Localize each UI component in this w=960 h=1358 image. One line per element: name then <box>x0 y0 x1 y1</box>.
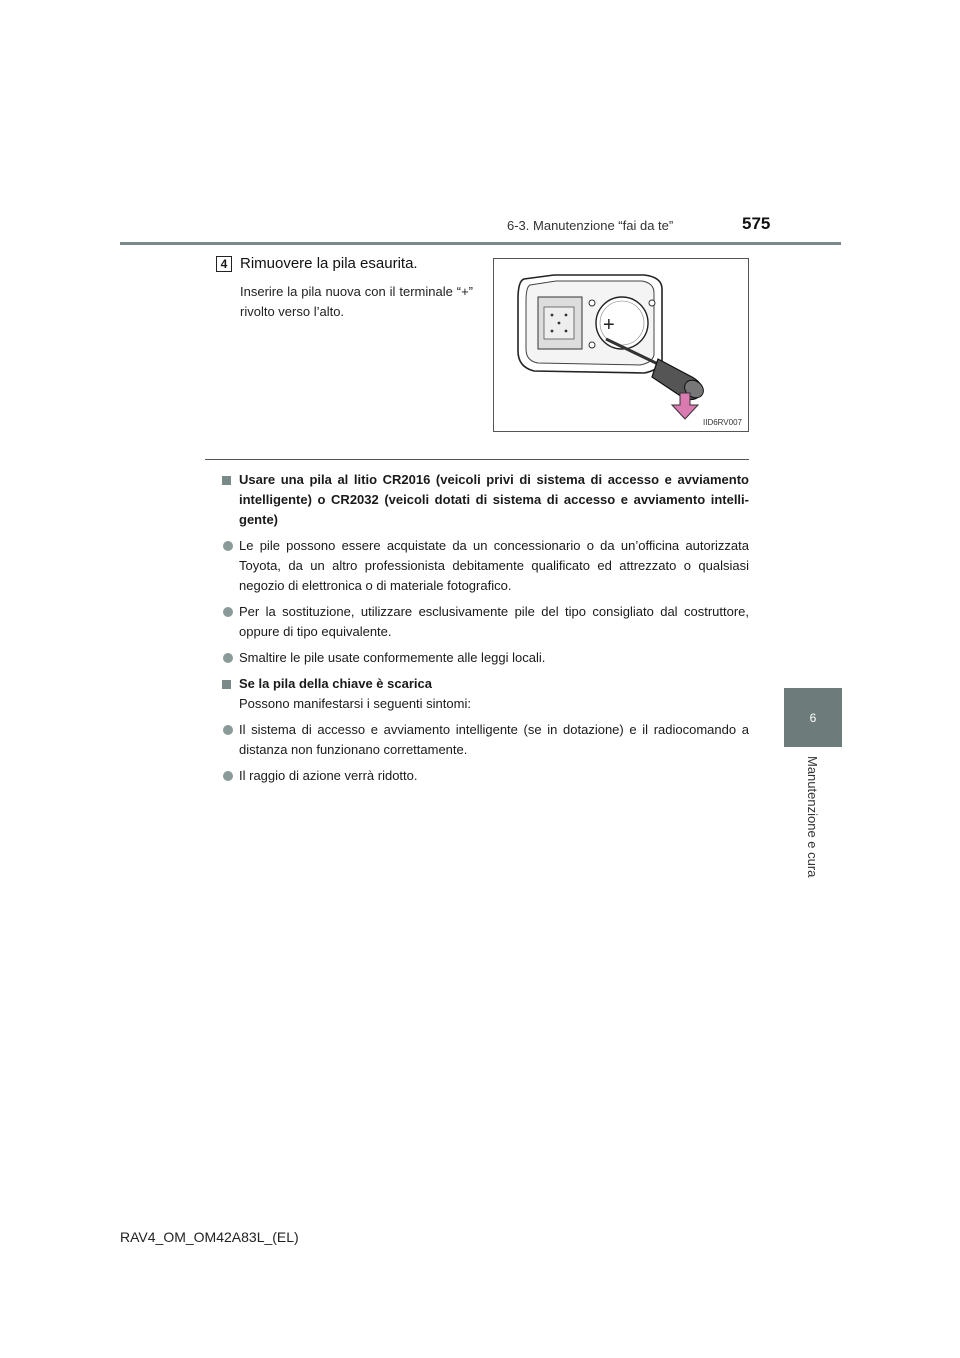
section-intro: Possono manifestarsi i seguenti sintomi: <box>239 696 471 711</box>
figure-code: IID6RV007 <box>703 418 742 427</box>
battery-removal-figure <box>493 258 749 432</box>
section-heading: Se la pila della chiave è scarica <box>222 674 749 694</box>
chapter-label: Manutenzione e cura <box>805 756 820 878</box>
notes-content <box>222 470 749 786</box>
header-divider <box>120 242 841 245</box>
square-bullet-icon <box>222 680 231 689</box>
round-bullet-icon <box>223 653 233 663</box>
key-battery-illustration <box>494 259 748 431</box>
chapter-number: 6 <box>809 710 817 725</box>
section-divider <box>205 459 749 460</box>
round-bullet-icon <box>223 541 233 551</box>
chapter-tab <box>784 688 842 747</box>
square-bullet-icon <box>222 476 231 485</box>
round-bullet-icon <box>223 725 233 735</box>
round-bullet-icon <box>223 771 233 781</box>
section-heading: Usare una pila al litio CR2016 (veicoli privi di sistema di accesso e avviamento intelligente) o CR2032 (veicoli dotati di sistema di accesso e avviamento intelli-gente) <box>222 470 749 530</box>
step-description: Inserire la pila nuova con il terminale “+” rivolto verso l’alto. <box>240 284 473 319</box>
battery-plus-symbol: + <box>603 314 615 336</box>
list-item: Il sistema di accesso e avviamento intelligente (se in dotazione) e il radiocomando a distanza non funzionano correttamente. <box>222 720 749 760</box>
header-section-title: 6-3. Manutenzione “fai da te” <box>507 218 674 233</box>
page-number: 575 <box>742 214 771 233</box>
round-bullet-icon <box>223 607 233 617</box>
list-item: Per la sostituzione, utilizzare esclusivamente pile del tipo consigliato dal costruttore, oppure di tipo equivalente. <box>222 602 749 642</box>
list-item: Il raggio di azione verrà ridotto. <box>222 766 749 786</box>
list-item: Smaltire le pile usate conformemente alle leggi locali. <box>222 648 749 668</box>
manual-code: RAV4_OM_OM42A83L_(EL) <box>120 1229 299 1245</box>
list-item: Le pile possono essere acquistate da un concessionario o da un’officina autorizzata Toyota, da un altro professionista debitamente qualificato ed attrezzato o qualsiasi negozio di elettronica o di materiale fotografico. <box>222 536 749 596</box>
step-number-box: 4 <box>216 256 232 272</box>
step-title: Rimuovere la pila esaurita. <box>240 255 418 272</box>
